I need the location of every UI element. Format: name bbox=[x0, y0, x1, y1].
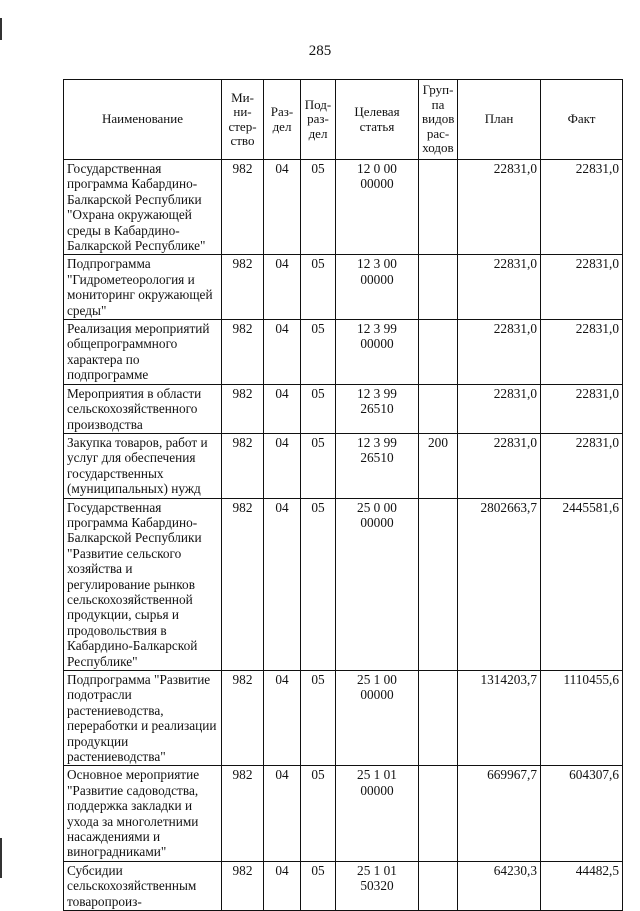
row-section: 04 bbox=[264, 498, 301, 670]
header-plan: План bbox=[458, 80, 541, 160]
row-section: 04 bbox=[264, 671, 301, 766]
row-plan: 22831,0 bbox=[458, 433, 541, 498]
row-section: 04 bbox=[264, 160, 301, 255]
row-ministry: 982 bbox=[222, 671, 264, 766]
row-fact: 22831,0 bbox=[541, 255, 623, 320]
row-plan: 22831,0 bbox=[458, 255, 541, 320]
row-ministry: 982 bbox=[222, 861, 264, 910]
row-name: Государственная программа Кабардино-Балкарской Республики "Развитие сельского хозяйства и регулирование рынков сельскохозяйственной продукции, сырья и продовольствия в Кабардино-Балкарской Республике" bbox=[64, 498, 222, 670]
table-row bbox=[64, 255, 623, 320]
row-fact: 1110455,6 bbox=[541, 671, 623, 766]
row-section: 04 bbox=[264, 766, 301, 861]
table-row bbox=[64, 320, 623, 385]
row-name: Подпрограмма "Развитие подотрасли растениеводства, переработки и реализации продукции растениеводства" bbox=[64, 671, 222, 766]
row-name: Закупка товаров, работ и услуг для обеспечения государственных (муниципальных) нужд bbox=[64, 433, 222, 498]
row-expense-group: 200 bbox=[419, 433, 458, 498]
row-expense-group bbox=[419, 671, 458, 766]
row-expense-group bbox=[419, 320, 458, 385]
row-plan: 22831,0 bbox=[458, 320, 541, 385]
left-edge-mark bbox=[0, 838, 2, 878]
row-plan: 64230,3 bbox=[458, 861, 541, 910]
row-subsection: 05 bbox=[301, 861, 336, 910]
row-subsection: 05 bbox=[301, 766, 336, 861]
table-row bbox=[64, 861, 623, 910]
row-plan: 22831,0 bbox=[458, 160, 541, 255]
row-section: 04 bbox=[264, 384, 301, 433]
row-name: Мероприятия в области сельскохозяйственного производства bbox=[64, 384, 222, 433]
row-subsection: 05 bbox=[301, 433, 336, 498]
row-subsection: 05 bbox=[301, 498, 336, 670]
row-section: 04 bbox=[264, 433, 301, 498]
row-name: Субсидии сельскохозяйственным товаропроиз- bbox=[64, 861, 222, 910]
row-section: 04 bbox=[264, 861, 301, 910]
row-target: 25 1 01 00000 bbox=[336, 766, 419, 861]
table-row bbox=[64, 160, 623, 255]
left-edge-mark bbox=[0, 18, 2, 40]
table-row bbox=[64, 498, 623, 670]
row-target: 12 3 99 26510 bbox=[336, 433, 419, 498]
header-section: Раз- дел bbox=[264, 80, 301, 160]
row-ministry: 982 bbox=[222, 766, 264, 861]
row-target: 25 1 00 00000 bbox=[336, 671, 419, 766]
row-section: 04 bbox=[264, 320, 301, 385]
row-section: 04 bbox=[264, 255, 301, 320]
row-plan: 22831,0 bbox=[458, 384, 541, 433]
row-subsection: 05 bbox=[301, 320, 336, 385]
header-name: Наименование bbox=[64, 80, 222, 160]
table-row bbox=[64, 671, 623, 766]
row-ministry: 982 bbox=[222, 433, 264, 498]
row-fact: 22831,0 bbox=[541, 320, 623, 385]
row-target: 25 1 01 50320 bbox=[336, 861, 419, 910]
row-expense-group bbox=[419, 160, 458, 255]
table-row bbox=[64, 766, 623, 861]
row-fact: 604307,6 bbox=[541, 766, 623, 861]
header-ministry: Ми- ни- стер- ство bbox=[222, 80, 264, 160]
row-fact: 22831,0 bbox=[541, 433, 623, 498]
row-fact: 22831,0 bbox=[541, 384, 623, 433]
row-expense-group bbox=[419, 498, 458, 670]
row-name: Государственная программа Кабардино-Балкарской Республики "Охрана окружающей среды в Кабардино-Балкарской Республике" bbox=[64, 160, 222, 255]
row-fact: 2445581,6 bbox=[541, 498, 623, 670]
row-expense-group bbox=[419, 861, 458, 910]
header-expense-group: Груп- па видов рас- ходов bbox=[419, 80, 458, 160]
row-subsection: 05 bbox=[301, 255, 336, 320]
row-ministry: 982 bbox=[222, 160, 264, 255]
row-target: 25 0 00 00000 bbox=[336, 498, 419, 670]
row-fact: 22831,0 bbox=[541, 160, 623, 255]
row-expense-group bbox=[419, 384, 458, 433]
row-target: 12 3 00 00000 bbox=[336, 255, 419, 320]
header-row bbox=[64, 80, 623, 160]
row-expense-group bbox=[419, 255, 458, 320]
row-target: 12 3 99 26510 bbox=[336, 384, 419, 433]
row-subsection: 05 bbox=[301, 671, 336, 766]
row-name: Реализация мероприятий общепрограммного характера по подпрограмме bbox=[64, 320, 222, 385]
row-target: 12 3 99 00000 bbox=[336, 320, 419, 385]
table-row bbox=[64, 433, 623, 498]
row-name: Основное мероприятие "Развитие садоводства, поддержка закладки и ухода за многолетними насаждениями и виноградниками" bbox=[64, 766, 222, 861]
row-fact: 44482,5 bbox=[541, 861, 623, 910]
row-ministry: 982 bbox=[222, 320, 264, 385]
header-fact: Факт bbox=[541, 80, 623, 160]
row-ministry: 982 bbox=[222, 384, 264, 433]
row-ministry: 982 bbox=[222, 498, 264, 670]
row-subsection: 05 bbox=[301, 384, 336, 433]
row-target: 12 0 00 00000 bbox=[336, 160, 419, 255]
row-plan: 2802663,7 bbox=[458, 498, 541, 670]
row-plan: 669967,7 bbox=[458, 766, 541, 861]
row-ministry: 982 bbox=[222, 255, 264, 320]
header-subsection: Под- раз- дел bbox=[301, 80, 336, 160]
row-expense-group bbox=[419, 766, 458, 861]
row-plan: 1314203,7 bbox=[458, 671, 541, 766]
page-number: 285 bbox=[308, 43, 332, 59]
header-target: Целевая статья bbox=[336, 80, 419, 160]
row-subsection: 05 bbox=[301, 160, 336, 255]
table-row bbox=[64, 384, 623, 433]
row-name: Подпрограмма "Гидрометеорология и мониторинг окружающей среды" bbox=[64, 255, 222, 320]
budget-table bbox=[63, 79, 623, 911]
